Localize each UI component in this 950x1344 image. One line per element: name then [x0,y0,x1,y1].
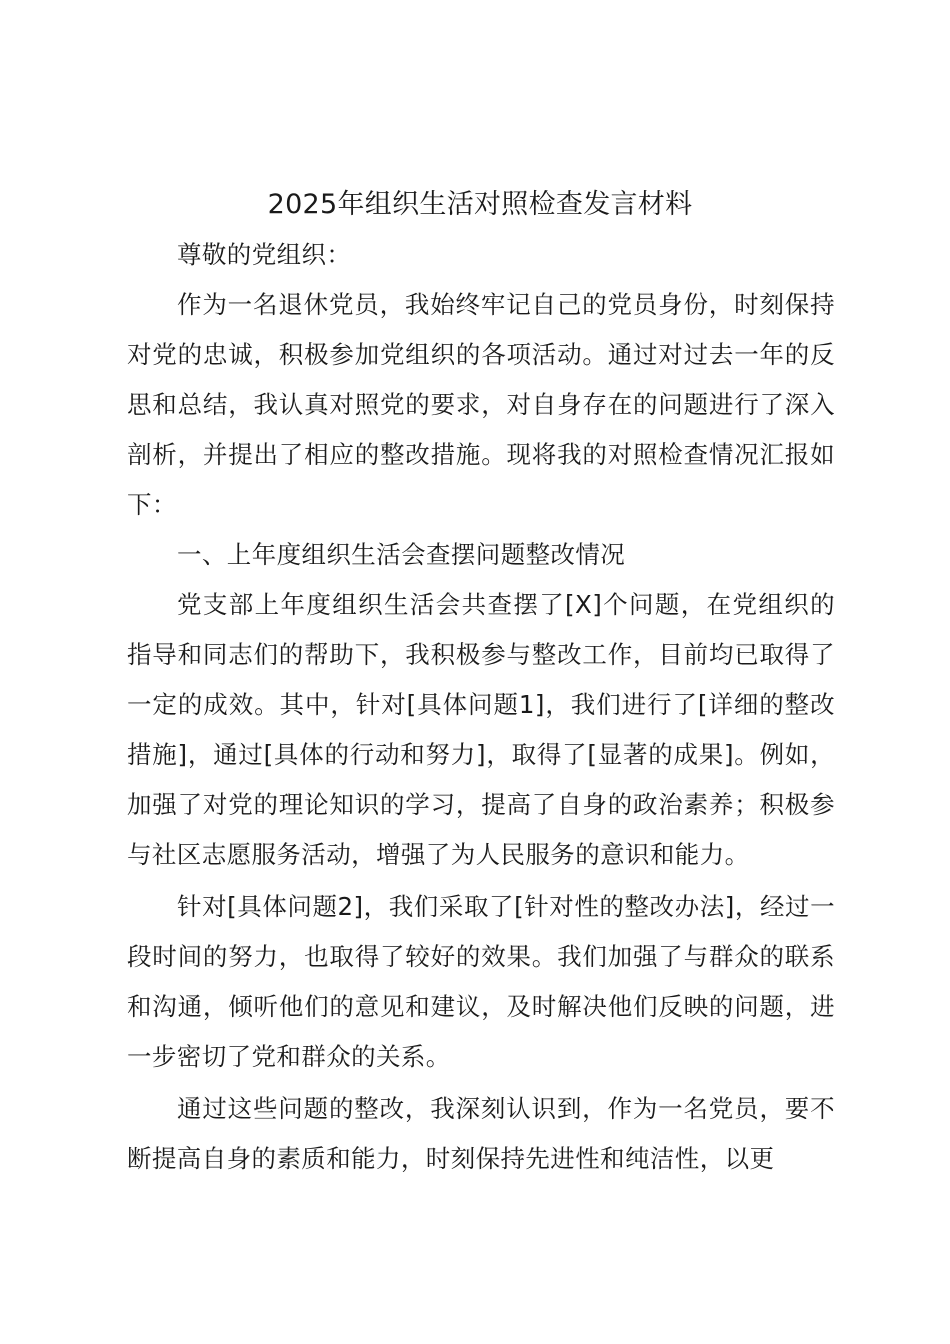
section-heading: 一、上年度组织生活会查摆问题整改情况 [177,540,626,569]
document-title: 2025年组织生活对照检查发言材料 [267,189,693,220]
paragraph-problem-1: 党支部上年度组织生活会共查摆了[X]个问题，在党组织的指导和同志们的帮助下，我积极参与整改工作，目前均已取得了一定的成效。其中，针对[具体问题1]，我们进行了[详细的整改措施]，通过[具体的行动和努力]，取得了[显著的成果]。例如，加强了对党的理论知识的学习，提高了自身的政治素养；积极参与社区志愿服务活动，增强了为人民服务的意识和能力。 [127,590,835,869]
paragraph-problem-2: 针对[具体问题2]，我们采取了[针对性的整改办法]，经过一段时间的努力，也取得了较好的效果。我们加强了与群众的联系和沟通，倾听他们的意见和建议，及时解决他们反映的问题，进一步密切了党和群众的关系。 [127,892,835,1071]
paragraph-reflection: 通过这些问题的整改，我深刻认识到，作为一名党员，要不断提高自身的素质和能力，时刻保持先进性和纯洁性，以更 [127,1094,835,1173]
document-body [127,230,835,1184]
salutation: 尊敬的党组织： [177,240,352,269]
paragraph-intro: 作为一名退休党员，我始终牢记自己的党员身份，时刻保持对党的忠诚，积极参加党组织的各项活动。通过对过去一年的反思和总结，我认真对照党的要求，对自身存在的问题进行了深入剖析，并提出了相应的整改措施。现将我的对照检查情况汇报如下： [127,290,835,519]
